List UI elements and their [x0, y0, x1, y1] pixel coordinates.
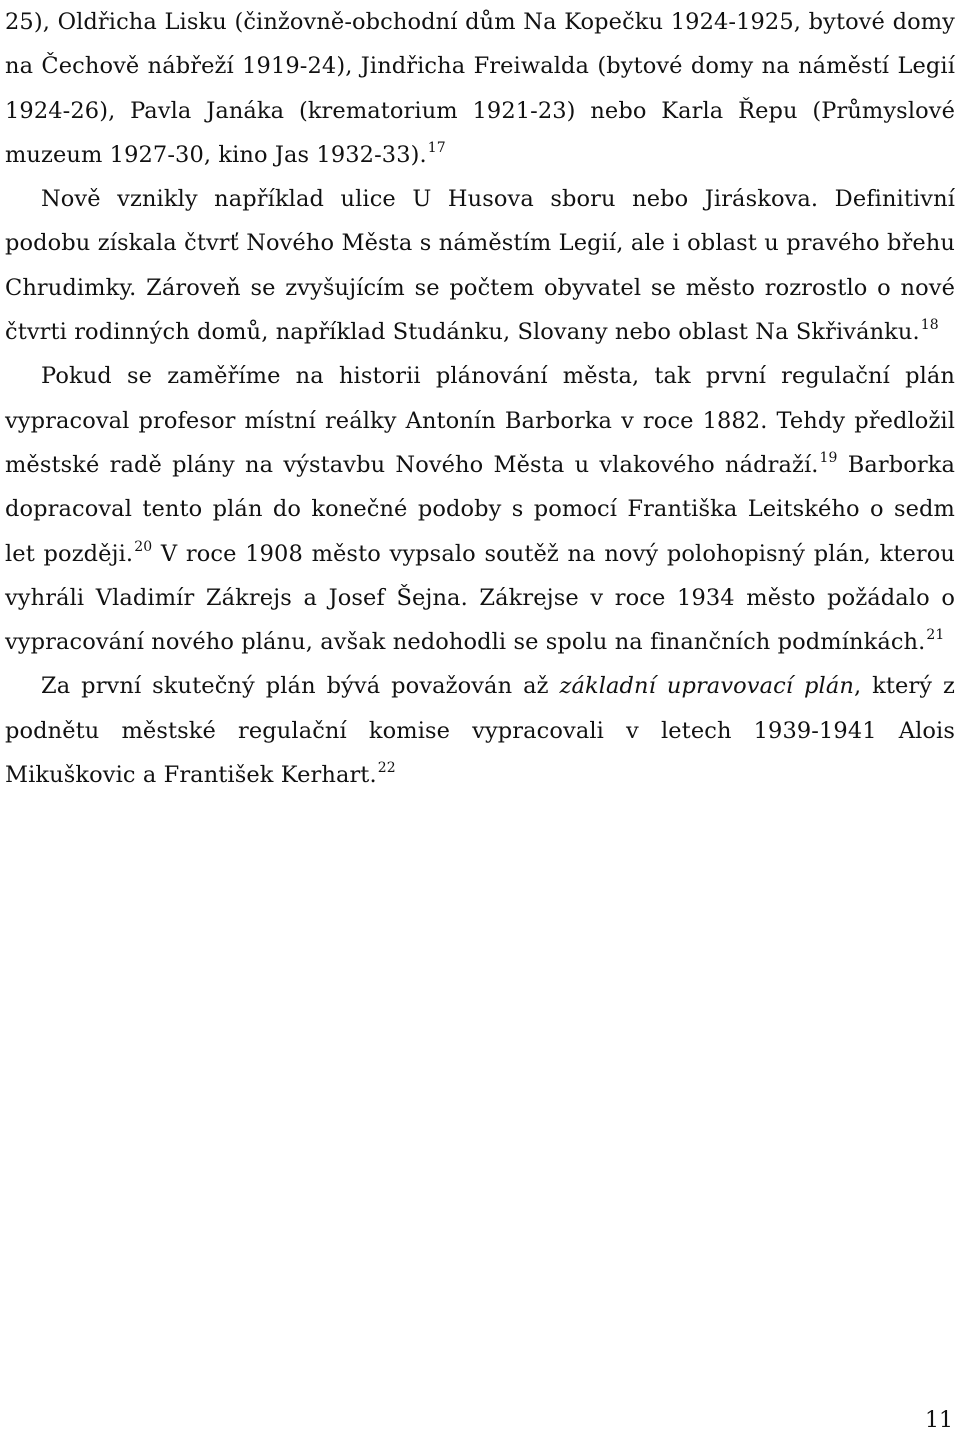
paragraph-architects	[5, 0, 955, 177]
text-segment: V roce 1908 město vypsalo soutěž na nový polohopisný plán, kterou vyhráli Vladimír Zákrejs a Josef Šejna. Zákrejse v roce 1934 město požádalo o vypracování nového plánu, avšak nedohodli se spolu na finančních podmínkách.	[5, 540, 955, 656]
footnote-ref-21[interactable]: 21	[926, 627, 945, 644]
text-segment: Pokud se zaměříme na historii plánování města, tak první regulační plán vypracoval profesor místní reálky Antonín Barborka v roce 1882. Tehdy předložil městské radě plány na výstavbu Nového Města u vlakového nádraží.	[5, 363, 955, 478]
text-segment: Barborka dopracoval tento plán do konečné podoby s pomocí Františka Leitského o sedm let později.	[5, 451, 955, 567]
text-segment: 25), Oldřicha Lisku (činžovně-obchodní dům Na Kopečku 1924-1925, bytové domy na Čechově nábřeží 1919-24), Jindřicha Freiwalda (bytové domy na náměstí Legií 1924-26), Pavla Janáka (krematorium 1921-23) nebo Karla Řepu (Průmyslové muzeum 1927-30, kino Jas 1932-33).	[5, 9, 955, 168]
footnote-ref-22[interactable]: 22	[377, 760, 396, 777]
footnote-ref-17[interactable]: 17	[427, 139, 446, 156]
paragraph-new-streets	[5, 177, 955, 354]
italic-plan-name: základní upravovací plán	[559, 673, 854, 700]
text-segment: , který z podnětu městské regulační komise vypracovali v letech 1939-1941 Alois Mikuškovic a František Kerhart.	[5, 673, 955, 789]
paragraph-first-plan	[5, 664, 955, 797]
text-segment: Nově vznikly například ulice U Husova sboru nebo Jiráskova. Definitivní podobu získala čtvrť Nového Města s náměstím Legií, ale i oblast u pravého břehu Chrudimky. Zároveň se zvyšujícím se počtem obyvatel se město rozrostlo o nové čtvrti rodinných domů, například Studánku, Slovany nebo oblast Na Skřivánku.	[5, 186, 955, 346]
footnote-ref-18[interactable]: 18	[920, 317, 939, 334]
footnote-ref-20[interactable]: 20	[134, 538, 153, 555]
page-number: 11	[925, 1408, 953, 1433]
text-segment: Za první skutečný plán bývá považován až	[41, 673, 560, 700]
footnote-ref-19[interactable]: 19	[819, 449, 838, 466]
document-page	[5, 0, 955, 797]
paragraph-planning-history	[5, 354, 955, 664]
